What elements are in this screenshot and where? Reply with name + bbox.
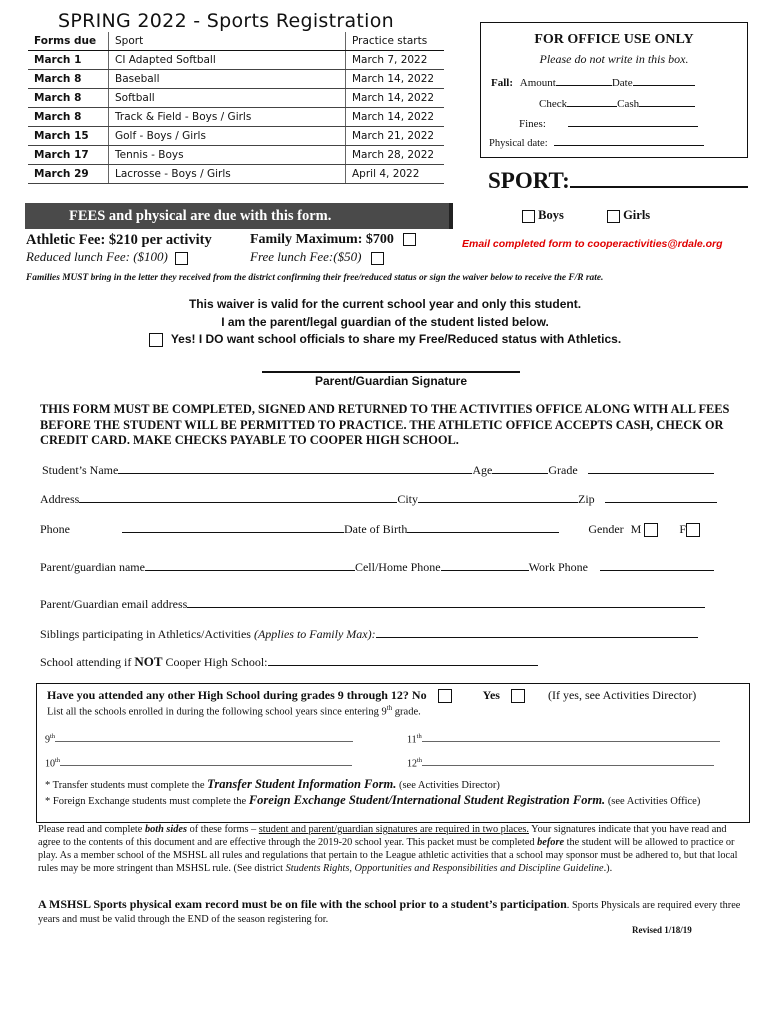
physical-date-field[interactable] <box>554 145 704 146</box>
parent-row <box>40 560 714 575</box>
para1-f: before <box>537 837 565 848</box>
practice-starts-cell: March 7, 2022 <box>346 51 445 70</box>
signature-label: Parent/Guardian Signature <box>314 374 468 388</box>
office-note: Please do not write in this box. <box>539 52 689 66</box>
transfer-post: (see Activities Director) <box>396 780 500 791</box>
gender-sport-options <box>522 208 650 223</box>
waiver-block <box>0 296 770 349</box>
address-label: Address <box>40 492 80 506</box>
address-field[interactable] <box>79 502 397 503</box>
para1-a: Please read and complete <box>38 824 145 835</box>
para2-b: . Sports Physicals are required every three years and must be valid through the END of the season registering for. <box>38 900 741 925</box>
practice-starts-cell: April 4, 2022 <box>346 165 445 184</box>
physical-label: Physical date: <box>489 138 548 149</box>
cash-label: Cash <box>617 98 640 110</box>
boys-label: Boys <box>538 208 564 222</box>
sport-row <box>488 168 748 194</box>
office-fall-row <box>491 77 695 89</box>
forms-due-cell: March 15 <box>28 127 109 146</box>
office-use-box <box>480 22 748 158</box>
email-note[interactable]: Email completed form to cooperactivities@rdale.org <box>462 238 723 250</box>
grade-11-sup: th <box>416 733 422 740</box>
amount-field[interactable] <box>556 85 612 86</box>
city-field[interactable] <box>418 502 578 503</box>
parent-name-field[interactable] <box>145 570 355 571</box>
student-name-label: Student’s Name <box>42 463 119 477</box>
para1-g: the student will be allowed to practice or play. As a member school of the MSHSL all rules and regulations that pertain to the League athletic activities that a school may sponsor must be adhered to, but that local rules may be more stringent than MSHSL rule. (See district <box>38 837 738 874</box>
parent-email-label: Parent/Guardian email address <box>40 597 188 611</box>
grade-field[interactable] <box>588 473 714 474</box>
school-label-prefix: School attending if <box>40 655 135 669</box>
revised-date: Revised 1/18/19 <box>632 925 692 935</box>
forms-due-cell: March 8 <box>28 89 109 108</box>
attended-question-row <box>47 688 696 703</box>
city-label: City <box>397 492 418 506</box>
girls-label: Girls <box>623 208 651 222</box>
sport-cell: Golf - Boys / Girls <box>109 127 346 146</box>
reduced-fee-checkbox[interactable] <box>175 252 188 265</box>
work-phone-field[interactable] <box>600 570 714 571</box>
grade-12-label: 12 <box>407 758 417 770</box>
school-row <box>40 654 538 670</box>
work-phone-label: Work Phone <box>528 560 589 574</box>
siblings-field[interactable] <box>376 637 698 638</box>
sport-field[interactable] <box>570 186 748 188</box>
date-label: Date <box>611 77 633 89</box>
check-field[interactable] <box>567 106 617 107</box>
age-field[interactable] <box>492 473 548 474</box>
gender-m-label: M <box>630 522 642 536</box>
free-lunch-label: Free lunch Fee:($50) <box>250 249 362 264</box>
schedule-header-row <box>28 32 444 51</box>
list-note <box>47 704 421 718</box>
sport-cell: Baseball <box>109 70 346 89</box>
table-row <box>28 146 444 165</box>
list-note-sup: th <box>386 704 393 712</box>
grade-9-label: 9 <box>45 734 50 746</box>
transfer-pre: * Transfer students must complete the <box>45 780 208 791</box>
sport-cell: Track & Field - Boys / Girls <box>109 108 346 127</box>
sport-cell: CI Adapted Softball <box>109 51 346 70</box>
grade-10-sup: th <box>55 757 61 764</box>
athletic-fee: Athletic Fee: $210 per activity <box>26 232 212 248</box>
zip-label: Zip <box>578 492 595 506</box>
school-label-suffix: Cooper High School: <box>162 655 268 669</box>
siblings-note: (Applies to Family Max): <box>253 627 376 641</box>
grade-12-row <box>407 757 714 769</box>
list-note-end: grade. <box>392 706 421 718</box>
practice-starts-cell: March 28, 2022 <box>346 146 445 165</box>
grade-9-field[interactable] <box>55 741 353 742</box>
attended-yes-label: Yes <box>482 688 500 702</box>
fees-banner: FEES and physical are due with this form. <box>25 203 453 229</box>
practice-starts-cell: March 14, 2022 <box>346 108 445 127</box>
zip-field[interactable] <box>605 502 717 503</box>
foreign-post: (see Activities Office) <box>605 796 701 807</box>
siblings-row <box>40 627 698 642</box>
family-max-checkbox[interactable] <box>403 233 416 246</box>
family-max-row <box>250 232 416 248</box>
amount-label: Amount <box>519 77 556 89</box>
families-note: Families MUST bring in the letter they received from the district confirming their free/reduced status or sign the waiver below to receive the F/R rate. <box>26 273 604 283</box>
table-row <box>28 70 444 89</box>
instructions: THIS FORM MUST BE COMPLETED, SIGNED AND RETURNED TO THE ACTIVITIES OFFICE ALONG WITH ALL FEES BEFORE THE STUDENT WILL BE PERMITTED TO PRACTICE. THE ATHLETIC OFFICE ACCEPTS CASH, CHECK OR CREDIT CARD. MAKE CHECKS PAYABLE TO COOPER HIGH SCHOOL. <box>40 402 730 447</box>
para1-e: Your signatures indicate that you have read and agree to the contents of this document and are effective through the 2019-20 school year. This packet must be completed <box>38 824 727 848</box>
page-title: SPRING 2022 - Sports Registration <box>58 10 395 32</box>
school-field[interactable] <box>268 665 538 666</box>
grade-9-sup: th <box>50 733 56 740</box>
table-row <box>28 108 444 127</box>
schedule-table <box>28 32 444 184</box>
siblings-label: Siblings participating in Athletics/Activities <box>40 627 251 641</box>
student-name-field[interactable] <box>118 473 472 474</box>
share-status-checkbox[interactable] <box>149 333 163 347</box>
office-physical-row <box>489 138 704 149</box>
cell-phone-field[interactable] <box>441 570 529 571</box>
grade-11-field[interactable] <box>422 741 720 742</box>
office-title: FOR OFFICE USE ONLY <box>534 32 694 47</box>
cash-field[interactable] <box>639 106 695 107</box>
practice-starts-cell: March 14, 2022 <box>346 89 445 108</box>
free-lunch-checkbox[interactable] <box>371 252 384 265</box>
grade-10-row <box>45 757 352 769</box>
grade-10-label: 10 <box>45 758 55 770</box>
grade-label: Grade <box>548 463 578 477</box>
foreign-form-name: Foreign Exchange Student/International Student Registration Form. <box>248 793 606 807</box>
grade-11-label: 11 <box>407 734 417 746</box>
practice-starts-cell: March 21, 2022 <box>346 127 445 146</box>
transfer-form-name: Transfer Student Information Form. <box>207 777 397 791</box>
phone-row <box>40 522 700 537</box>
check-label: Check <box>539 98 568 110</box>
dob-field[interactable] <box>407 532 559 533</box>
if-yes-note: (If yes, see Activities Director) <box>547 688 697 702</box>
attended-no-checkbox[interactable] <box>438 689 452 703</box>
grade-9-row <box>45 733 353 745</box>
parent-name-label: Parent/guardian name <box>40 560 145 574</box>
gender-f-label: F <box>679 522 687 536</box>
cell-phone-label: Cell/Home Phone <box>354 560 441 574</box>
waiver-line-3: Yes! I DO want school officials to share my Free/Reduced status with Athletics. <box>170 332 622 346</box>
gender-label: Gender <box>588 522 624 536</box>
sport-label: SPORT: <box>488 168 570 193</box>
parent-email-row <box>40 597 705 612</box>
waiver-line-1: This waiver is valid for the current school year and only this student. <box>188 297 582 311</box>
foreign-pre: * Foreign Exchange students must complete the <box>45 796 249 807</box>
parent-email-field[interactable] <box>187 607 705 608</box>
sport-cell: Tennis - Boys <box>109 146 346 165</box>
age-label: Age <box>472 463 493 477</box>
phone-label: Phone <box>40 522 70 536</box>
gender-m-checkbox[interactable] <box>644 523 658 537</box>
para1-d: student and parent/guardian signatures are required in two places. <box>258 824 529 835</box>
grade-10-field[interactable] <box>60 765 352 766</box>
header-forms-due: Forms due <box>28 32 109 51</box>
table-row <box>28 89 444 108</box>
phone-field[interactable] <box>122 532 344 533</box>
table-row <box>28 127 444 146</box>
footer-paragraph-2 <box>38 897 750 927</box>
forms-due-cell: March 1 <box>28 51 109 70</box>
forms-due-cell: March 29 <box>28 165 109 184</box>
address-row <box>40 492 717 507</box>
table-row <box>28 51 444 70</box>
reduced-fee-label: Reduced lunch Fee: ($100) <box>26 249 168 264</box>
reduced-fee-row <box>26 249 188 265</box>
para1-i: .). <box>603 863 613 874</box>
boys-checkbox[interactable] <box>522 210 535 223</box>
school-label-not: NOT <box>134 654 163 669</box>
attended-yes-checkbox[interactable] <box>511 689 525 703</box>
office-check-row <box>539 98 695 110</box>
para1-c: of these forms – <box>187 824 259 835</box>
attended-question: Have you attended any other High School during grades 9 through 12? No <box>47 688 427 702</box>
other-schools-box <box>36 683 750 823</box>
grade-12-sup: th <box>417 757 423 764</box>
grade-11-row <box>407 733 720 745</box>
grade-12-field[interactable] <box>422 765 714 766</box>
date-field[interactable] <box>633 85 695 86</box>
header-sport: Sport <box>109 32 346 51</box>
free-lunch-row <box>250 249 384 265</box>
gender-f-checkbox[interactable] <box>686 523 700 537</box>
para1-b: both sides <box>144 824 187 835</box>
table-row <box>28 165 444 184</box>
practice-starts-cell: March 14, 2022 <box>346 70 445 89</box>
forms-due-cell: March 8 <box>28 70 109 89</box>
header-practice-starts: Practice starts <box>346 32 445 51</box>
para2-a: A MSHSL Sports physical exam record must be on file with the school prior to a student’s participation <box>38 897 567 911</box>
fines-label: Fines: <box>519 118 546 130</box>
student-name-row <box>42 463 714 478</box>
dob-label: Date of Birth <box>344 522 408 536</box>
waiver-line-3-row <box>0 331 770 349</box>
office-fines-row <box>519 118 698 130</box>
para1-h: Students Rights, Opportunities and Responsibilities and Discipline Guideline <box>285 863 604 874</box>
sport-cell: Softball <box>109 89 346 108</box>
sport-cell: Lacrosse - Boys / Girls <box>109 165 346 184</box>
list-note-text: List all the schools enrolled in during the following school years since entering 9 <box>47 706 387 718</box>
signature-line[interactable] <box>262 371 520 373</box>
footer-paragraph-1 <box>38 823 750 875</box>
foreign-note <box>45 793 700 808</box>
transfer-note <box>45 777 500 792</box>
waiver-line-2: I am the parent/legal guardian of the student listed below. <box>221 314 549 329</box>
family-max-label: Family Maximum: $700 <box>250 232 394 247</box>
girls-checkbox[interactable] <box>607 210 620 223</box>
fall-label: Fall: <box>491 77 513 89</box>
forms-due-cell: March 8 <box>28 108 109 127</box>
fines-field[interactable] <box>568 126 698 127</box>
forms-due-cell: March 17 <box>28 146 109 165</box>
